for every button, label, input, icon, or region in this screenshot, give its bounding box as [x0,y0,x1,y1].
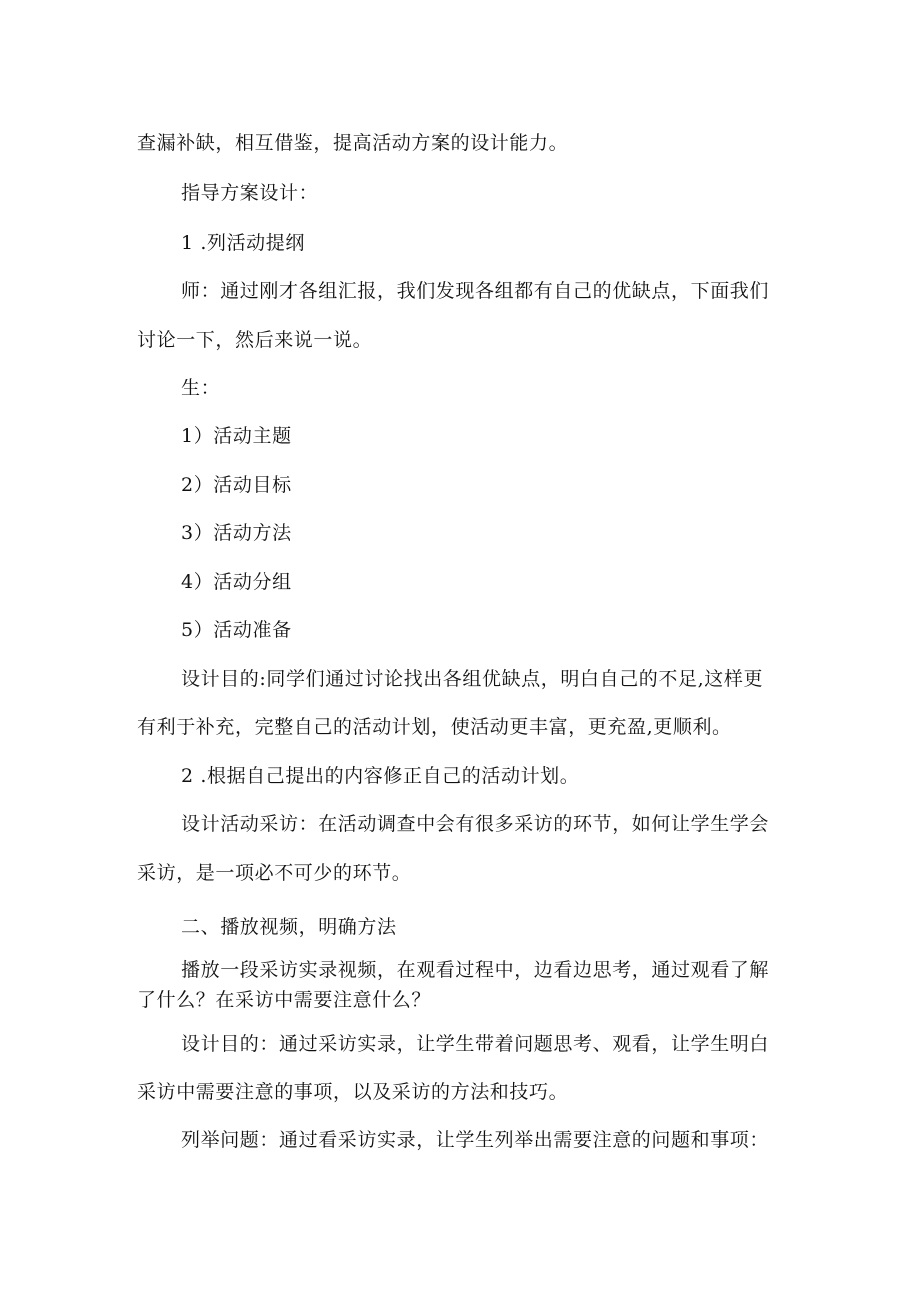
paragraph-line: 1 .列活动提纲 [181,232,305,254]
list-item: 2）活动目标 [181,474,292,496]
paragraph-line: 列举问题：通过看采访实录，让学生列举出需要注意的问题和事项： [181,1129,770,1151]
paragraph-line: 生： [181,377,221,399]
paragraph-line: 有利于补充，完整自己的活动计划，使活动更丰富，更充盈,更顺利。 [137,716,732,738]
list-item: 3）活动方法 [181,522,292,544]
paragraph-line: 了什么？在采访中需要注意什么？ [137,989,432,1011]
paragraph-line: 设计活动采访：在活动调查中会有很多采访的环节，如何让学生学会 [181,813,770,835]
list-item: 4）活动分组 [181,571,292,593]
paragraph-line: 师：通过刚才各组汇报，我们发现各组都有自己的优缺点，下面我们 [181,280,770,302]
paragraph-line: 采访，是一项必不可少的环节。 [137,862,412,884]
list-item: 5）活动准备 [181,619,292,641]
paragraph-line: 采访中需要注意的事项，以及采访的方法和技巧。 [137,1081,569,1103]
paragraph-line: 2 .根据自己提出的内容修正自己的活动计划。 [181,765,580,787]
paragraph-line: 讨论一下，然后来说一说。 [137,329,373,351]
paragraph-line: 指导方案设计： [181,182,319,204]
paragraph-line: 设计目的：通过采访实录，让学生带着问题思考、观看，让学生明白 [181,1033,770,1055]
list-item: 1）活动主题 [181,425,292,447]
paragraph-line: 播放一段采访实录视频，在观看过程中，边看边思考，通过观看了解 [181,959,770,981]
paragraph-line: 查漏补缺，相互借鉴，提高活动方案的设计能力。 [137,132,569,154]
section-heading: 二、播放视频，明确方法 [181,916,397,938]
paragraph-line: 设计目的:同学们通过讨论找出各组优缺点，明白自己的不足,这样更 [181,668,764,690]
